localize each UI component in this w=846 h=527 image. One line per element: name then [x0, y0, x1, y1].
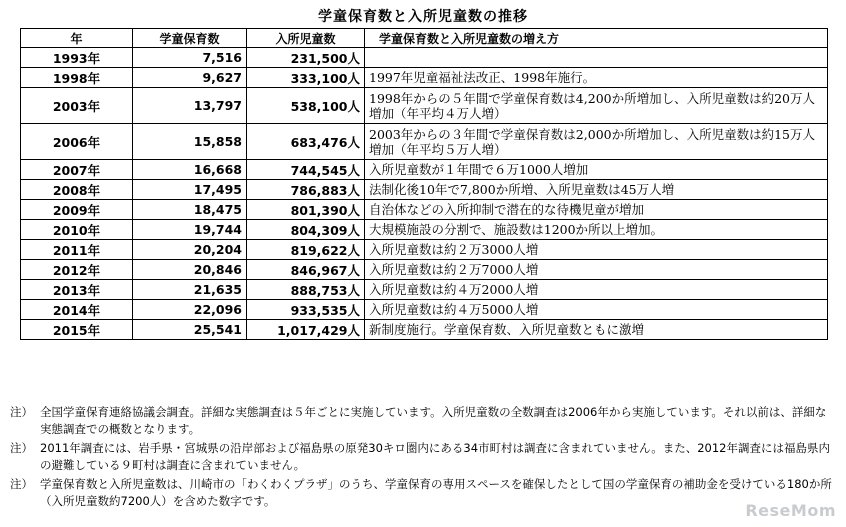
footnote-mark: 注） [10, 405, 33, 419]
children-cell: 333,100人 [247, 68, 365, 88]
footnote-mark: 注） [10, 441, 33, 455]
count-cell: 18,475 [133, 200, 247, 220]
table-row [21, 280, 828, 300]
table-row [21, 240, 828, 260]
note-cell: 法制化後10年で7,800か所増、入所児童数は45万人増 [365, 180, 828, 200]
year-cell: 2011年 [21, 240, 133, 260]
children-cell: 538,100人 [247, 88, 365, 124]
children-cell: 933,535人 [247, 300, 365, 320]
year-cell: 1998年 [21, 68, 133, 88]
note-cell: 1997年児童福祉法改正、1998年施行。 [365, 68, 828, 88]
note-cell: 大規模施設の分割で、施設数は1200か所以上増加。 [365, 220, 828, 240]
year-cell: 2012年 [21, 260, 133, 280]
note-cell: 入所児童数は約４万5000人増 [365, 300, 828, 320]
footnote-text: 2011年調査には、岩手県・宮城県の沿岸部および福島県の原発30キロ圏内にある34市町村は調査に含まれていません。また、2012年調査には福島県内の避難している９町村は調査に含まれていません。 [40, 441, 830, 472]
year-cell: 2007年 [21, 160, 133, 180]
table-row [21, 200, 828, 220]
footnote-mark: 注） [10, 477, 33, 491]
table-row [21, 180, 828, 200]
children-cell: 1,017,429人 [247, 320, 365, 340]
header-year: 年 [21, 29, 133, 48]
header-note: 学童保育数と入所児童数の増え方 [365, 29, 828, 48]
data-table [20, 28, 828, 340]
count-cell: 20,846 [133, 260, 247, 280]
count-cell: 20,204 [133, 240, 247, 260]
year-cell: 2009年 [21, 200, 133, 220]
count-cell: 21,635 [133, 280, 247, 300]
note-cell: 入所児童数は約２万7000人増 [365, 260, 828, 280]
count-cell: 17,495 [133, 180, 247, 200]
note-cell: 1998年からの５年間で学童保育数は4,200か所増加し、入所児童数は約20万人増加（年平均４万人増） [365, 88, 828, 124]
header-count: 学童保育数 [133, 29, 247, 48]
count-cell: 16,668 [133, 160, 247, 180]
year-cell: 2013年 [21, 280, 133, 300]
children-cell: 744,545人 [247, 160, 365, 180]
count-cell: 13,797 [133, 88, 247, 124]
resemom-logo: ReseMom [745, 501, 836, 520]
children-cell: 683,476人 [247, 124, 365, 160]
header-children: 入所児童数 [247, 29, 365, 48]
year-cell: 2008年 [21, 180, 133, 200]
children-cell: 786,883人 [247, 180, 365, 200]
year-cell: 2006年 [21, 124, 133, 160]
footnote [10, 476, 836, 510]
note-cell: 入所児童数は約２万3000人増 [365, 240, 828, 260]
table-row [21, 124, 828, 160]
footnote-text: 全国学童保育連絡協議会調査。詳細な実態調査は５年ごとに実施しています。入所児童数の全数調査は2006年から実施しています。それ以前は、詳細な実態調査での概数となります。 [40, 405, 827, 436]
children-cell: 804,309人 [247, 220, 365, 240]
children-cell: 231,500人 [247, 48, 365, 68]
table-row [21, 88, 828, 124]
year-cell: 1993年 [21, 48, 133, 68]
table-row [21, 300, 828, 320]
footnote-text: 学童保育数と入所児童数は、川崎市の「わくわくプラザ」のうち、学童保育の専用スペースを確保したとして国の学童保育の補助金を受けている180か所（入所児童数約7200人）を含めた数字です。 [40, 477, 832, 508]
table-row [21, 260, 828, 280]
children-cell: 801,390人 [247, 200, 365, 220]
count-cell: 9,627 [133, 68, 247, 88]
table-row [21, 220, 828, 240]
year-cell: 2003年 [21, 88, 133, 124]
note-cell: 2003年からの３年間で学童保育数は2,000か所増加し、入所児童数は約15万人増加（年平均５万人増） [365, 124, 828, 160]
footnotes [10, 404, 836, 512]
note-cell: 入所児童数が１年間で６万1000人増加 [365, 160, 828, 180]
note-cell: 入所児童数は約４万2000人増 [365, 280, 828, 300]
count-cell: 7,516 [133, 48, 247, 68]
table-row [21, 48, 828, 68]
count-cell: 15,858 [133, 124, 247, 160]
table-row [21, 320, 828, 340]
children-cell: 846,967人 [247, 260, 365, 280]
count-cell: 19,744 [133, 220, 247, 240]
footnote [10, 404, 836, 438]
table-title: 学童保育数と入所児童数の推移 [318, 9, 528, 25]
note-cell [365, 48, 828, 68]
year-cell: 2010年 [21, 220, 133, 240]
footnote [10, 440, 836, 474]
year-cell: 2014年 [21, 300, 133, 320]
note-cell: 自治体などの入所抑制で潜在的な待機児童が増加 [365, 200, 828, 220]
count-cell: 22,096 [133, 300, 247, 320]
note-cell: 新制度施行。学童保育数、入所児童数ともに激増 [365, 320, 828, 340]
header-row [21, 29, 828, 48]
table-row [21, 68, 828, 88]
year-cell: 2015年 [21, 320, 133, 340]
children-cell: 819,622人 [247, 240, 365, 260]
count-cell: 25,541 [133, 320, 247, 340]
children-cell: 888,753人 [247, 280, 365, 300]
table-row [21, 160, 828, 180]
